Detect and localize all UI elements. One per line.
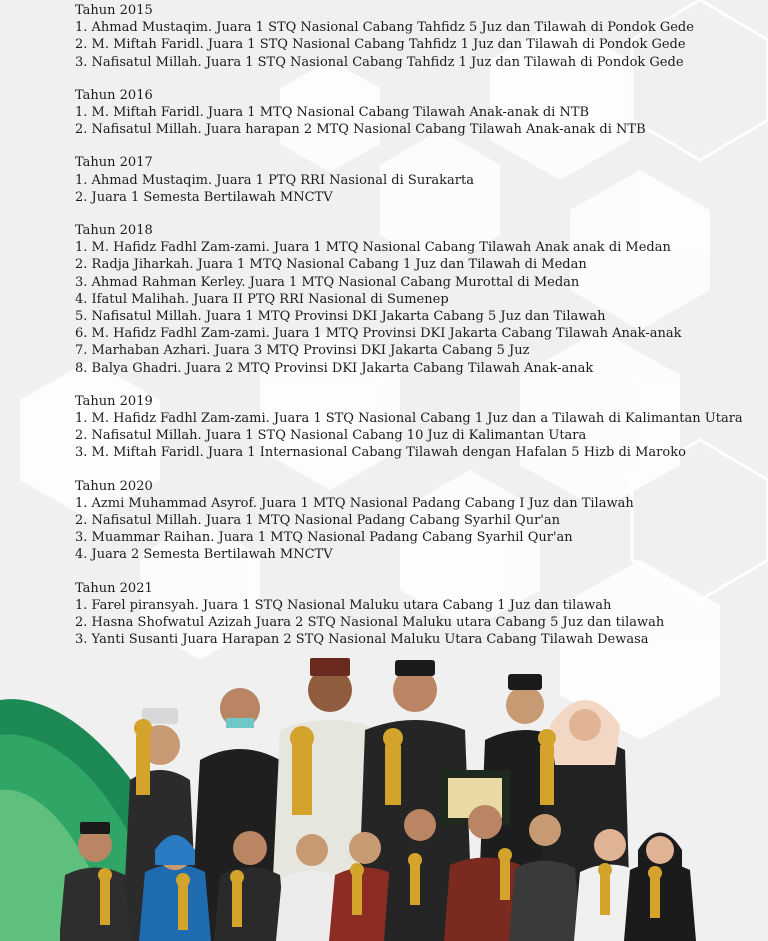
year-heading: Tahun 2015 — [75, 3, 153, 18]
list-item: 6. M. Hafidz Fadhl Zam-zami. Juara 1 MTQ Provinsi DKI Jakarta Cabang Tilawah Anak-anak — [75, 326, 682, 342]
list-item: 1. M. Hafidz Fadhl Zam-zami. Juara 1 MTQ Nasional Cabang Tilawah Anak anak di Medan — [75, 240, 671, 256]
list-item: 2. Radja Jiharkah. Juara 1 MTQ Nasional Cabang 1 Juz dan Tilawah di Medan — [75, 257, 587, 273]
year-section — [75, 87, 755, 139]
list-item: 1. Farel piransyah. Juara 1 STQ Nasional Maluku utara Cabang 1 Juz dan tilawah — [75, 597, 612, 613]
year-section — [75, 393, 755, 462]
list-item: 2. Nafisatul Millah. Juara 1 STQ Nasional Cabang 10 Juz di Kalimantan Utara — [75, 428, 587, 444]
year-section — [75, 478, 755, 564]
achievements-list — [75, 2, 755, 665]
year-heading: Tahun 2020 — [75, 478, 153, 494]
year-heading: Tahun 2019 — [75, 393, 153, 409]
list-item: 3. M. Miftah Faridl. Juara 1 Internasional Cabang Tilawah dengan Hafalan 5 Hizb di Maroko — [75, 445, 686, 461]
list-item: 2. Nafisatul Millah. Juara harapan 2 MTQ Nasional Cabang Tilawah Anak-anak di NTB — [75, 122, 646, 138]
list-item: 3. Nafisatul Millah. Juara 1 STQ Nasional Cabang Tahfidz 1 Juz dan Tilawah di Pondok Gede — [75, 54, 684, 70]
year-heading: Tahun 2021 — [75, 580, 153, 596]
list-item: 3. Yanti Susanti Juara Harapan 2 STQ Nasional Maluku Utara Cabang Tilawah Dewasa — [75, 632, 649, 648]
list-item: 3. Ahmad Rahman Kerley. Juara 1 MTQ Nasional Cabang Murottal di Medan — [75, 274, 580, 290]
person-figure — [60, 822, 131, 941]
list-item: 4. Juara 2 Semesta Bertilawah MNCTV — [75, 547, 333, 563]
year-heading: Tahun 2018 — [75, 223, 153, 239]
list-item: 8. Balya Ghadri. Juara 2 MTQ Provinsi DKI Jakarta Cabang Tilawah Anak-anak — [75, 360, 594, 376]
list-item: 2. Juara 1 Semesta Bertilawah MNCTV — [75, 189, 333, 205]
list-item: 4. Ifatul Malihah. Juara II PTQ RRI Nasional di Sumenep — [75, 291, 449, 307]
list-item: 2. Hasna Shofwatul Azizah Juara 2 STQ Nasional Maluku utara Cabang 5 Juz dan tilawah — [75, 615, 665, 631]
list-item: 5. Nafisatul Millah. Juara 1 MTQ Provinsi DKI Jakarta Cabang 5 Juz dan Tilawah — [75, 309, 606, 325]
year-section — [75, 154, 755, 206]
list-item: 1. M. Miftah Faridl. Juara 1 MTQ Nasional Cabang Tilawah Anak-anak di NTB — [75, 105, 590, 121]
list-item: 1. M. Hafidz Fadhl Zam-zami. Juara 1 STQ Nasional Cabang 1 Juz dan a Tilawah di Kalimantan Utara — [75, 411, 743, 427]
year-heading: Tahun 2016 — [75, 87, 153, 103]
winners-group-photo — [60, 650, 700, 941]
list-item: 2. M. Miftah Faridl. Juara 1 STQ Nasional Cabang Tahfidz 1 Juz dan Tilawah di Pondok Gede — [75, 37, 686, 53]
list-item: 1. Azmi Muhammad Asyrof. Juara 1 MTQ Nasional Padang Cabang I Juz dan Tilawah — [75, 495, 634, 511]
list-item: 7. Marhaban Azhari. Juara 3 MTQ Provinsi DKI Jakarta Cabang 5 Juz — [75, 343, 530, 359]
year-section — [75, 580, 755, 649]
year-section — [75, 222, 755, 377]
list-item: 3. Muammar Raihan. Juara 1 MTQ Nasional Padang Cabang Syarhil Qur'an — [75, 530, 573, 546]
list-item: 1. Ahmad Mustaqim. Juara 1 STQ Nasional Cabang Tahfidz 5 Juz dan Tilawah di Pondok Gede — [75, 20, 694, 36]
list-item: 2. Nafisatul Millah. Juara 1 MTQ Nasional Padang Cabang Syarhil Qur'an — [75, 513, 560, 529]
list-item: 1. Ahmad Mustaqim. Juara 1 PTQ RRI Nasional di Surakarta — [75, 172, 474, 188]
year-section — [75, 2, 755, 71]
year-heading: Tahun 2017 — [75, 155, 153, 171]
